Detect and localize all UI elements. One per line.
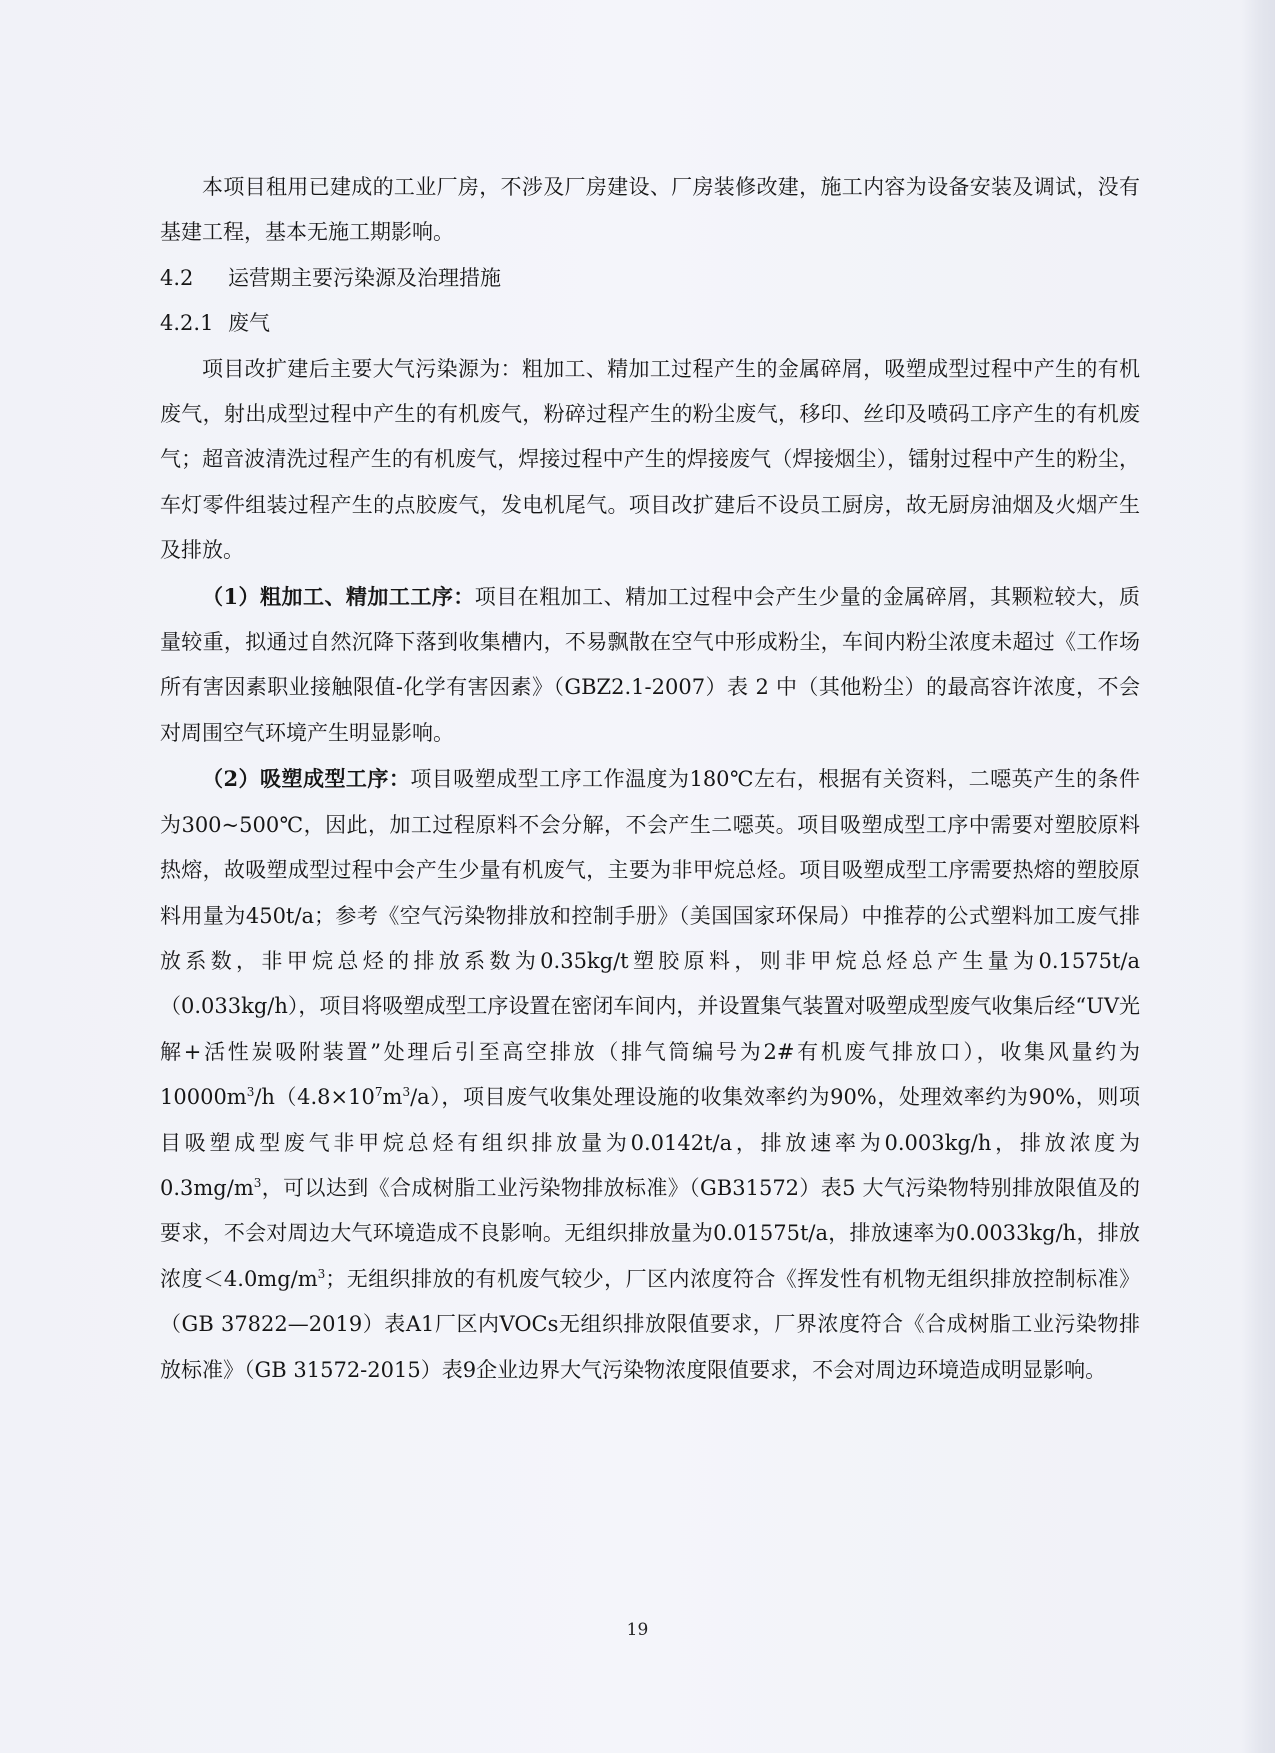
- document-body: [160, 165, 1140, 1393]
- section-heading-4-2: [160, 256, 1140, 301]
- paragraph-text-e: ，可以达到《合成树脂工业污染物排放标准》（GB31572）表5 大气污染物特别排放限值及的要求，不会对周边大气环境造成不良影响。无组织排放量为0.01575t/a，排放速率为0.0033kg/h，排放浓度＜4.0mg/m: [160, 1175, 1140, 1291]
- paragraph-text-b: /h（4.8×10: [254, 1085, 375, 1110]
- section-number: 4.2: [160, 265, 194, 290]
- superscript: 7: [374, 1085, 383, 1100]
- section-title: 废气: [228, 311, 270, 336]
- section-title: 运营期主要污染源及治理措施: [228, 265, 501, 290]
- paragraph-machining-process: [160, 574, 1140, 757]
- superscript: 3: [402, 1085, 411, 1100]
- paragraph-text-f: ；无组织排放的有机废气较少，厂区内浓度符合《挥发性有机物无组织排放控制标准》（GB 37822—2019）表A1厂区内VOCs无组织排放限值要求，厂界浓度符合《合成树脂工业污染物排放标准》（GB 31572-2015）表9企业边界大气污染物浓度限值要求，不会对周边环境造成明显影响。: [160, 1266, 1140, 1382]
- section-number: 4.2.1: [160, 311, 214, 336]
- superscript: 3: [253, 1175, 262, 1190]
- section-heading-4-2-1: [160, 301, 1140, 346]
- page-number: 19: [626, 1620, 649, 1640]
- paragraph-construction-period: 本项目租用已建成的工业厂房，不涉及厂房建设、厂房装修改建，施工内容为设备安装及调试，没有基建工程，基本无施工期影响。: [160, 175, 1140, 245]
- paragraph-text-d: /a），项目废气收集处理设施的收集效率约为90%，处理效率约为90%，则项目吸塑成型废气非甲烷总烃有组织排放量为0.0142t/a，排放速率为0.003kg/h，排放浓度为0.3mg/m: [160, 1085, 1140, 1200]
- paragraph-label: （1）粗加工、精加工工序：: [202, 583, 475, 609]
- paragraph-text-c: m: [382, 1085, 403, 1110]
- superscript: 3: [317, 1266, 326, 1281]
- paragraph-text-a: 项目吸塑成型工序工作温度为180℃左右，根据有关资料，二噁英产生的条件为300~500℃，因此，加工过程原料不会分解，不会产生二噁英。项目吸塑成型工序中需要对塑胶原料热熔，故吸塑成型过程中会产生少量有机废气，主要为非甲烷总烃。项目吸塑成型工序需要热熔的塑胶原料用量为450t/a；参考《空气污染物排放和控制手册》（美国国家环保局）中推荐的公式塑料加工废气排放系数，非甲烷总烃的排放系数为0.35kg/t塑胶原料，则非甲烷总烃总产生量为0.1575t/a（0.033kg/h），项目将吸塑成型工序设置在密闭车间内，并设置集气装置对吸塑成型废气收集后经“UV光解+活性炭吸附装置”处理后引至高空排放（排气筒编号为2#有机废气排放口），收集风量约为10000m: [160, 767, 1140, 1110]
- paragraph-text: 项目在粗加工、精加工过程中会产生少量的金属碎屑，其颗粒较大，质量较重，拟通过自然沉降下落到收集槽内，不易飘散在空气中形成粉尘，车间内粉尘浓度未超过《工作场所有害因素职业接触限值-化学有害因素》（GBZ2.1-2007）表 2 中（其他粉尘）的最高容许浓度，不会对周围空气环境产生明显影响。: [160, 584, 1140, 745]
- superscript: 3: [246, 1085, 255, 1100]
- paragraph-thermoforming-process: [160, 756, 1140, 1393]
- paragraph-pollution-sources: 项目改扩建后主要大气污染源为：粗加工、精加工过程产生的金属碎屑，吸塑成型过程中产生的有机废气，射出成型过程中产生的有机废气，粉碎过程产生的粉尘废气，移印、丝印及喷码工序产生的有机废气；超音波清洗过程产生的有机废气，焊接过程中产生的焊接废气（焊接烟尘），镭射过程中产生的粉尘，车灯零件组装过程产生的点胶废气，发电机尾气。项目改扩建后不设员工厨房，故无厨房油烟及火烟产生及排放。: [160, 356, 1140, 563]
- paragraph-label: （2）吸塑成型工序：: [202, 766, 411, 792]
- page-edge-shadow: [1241, 0, 1275, 1753]
